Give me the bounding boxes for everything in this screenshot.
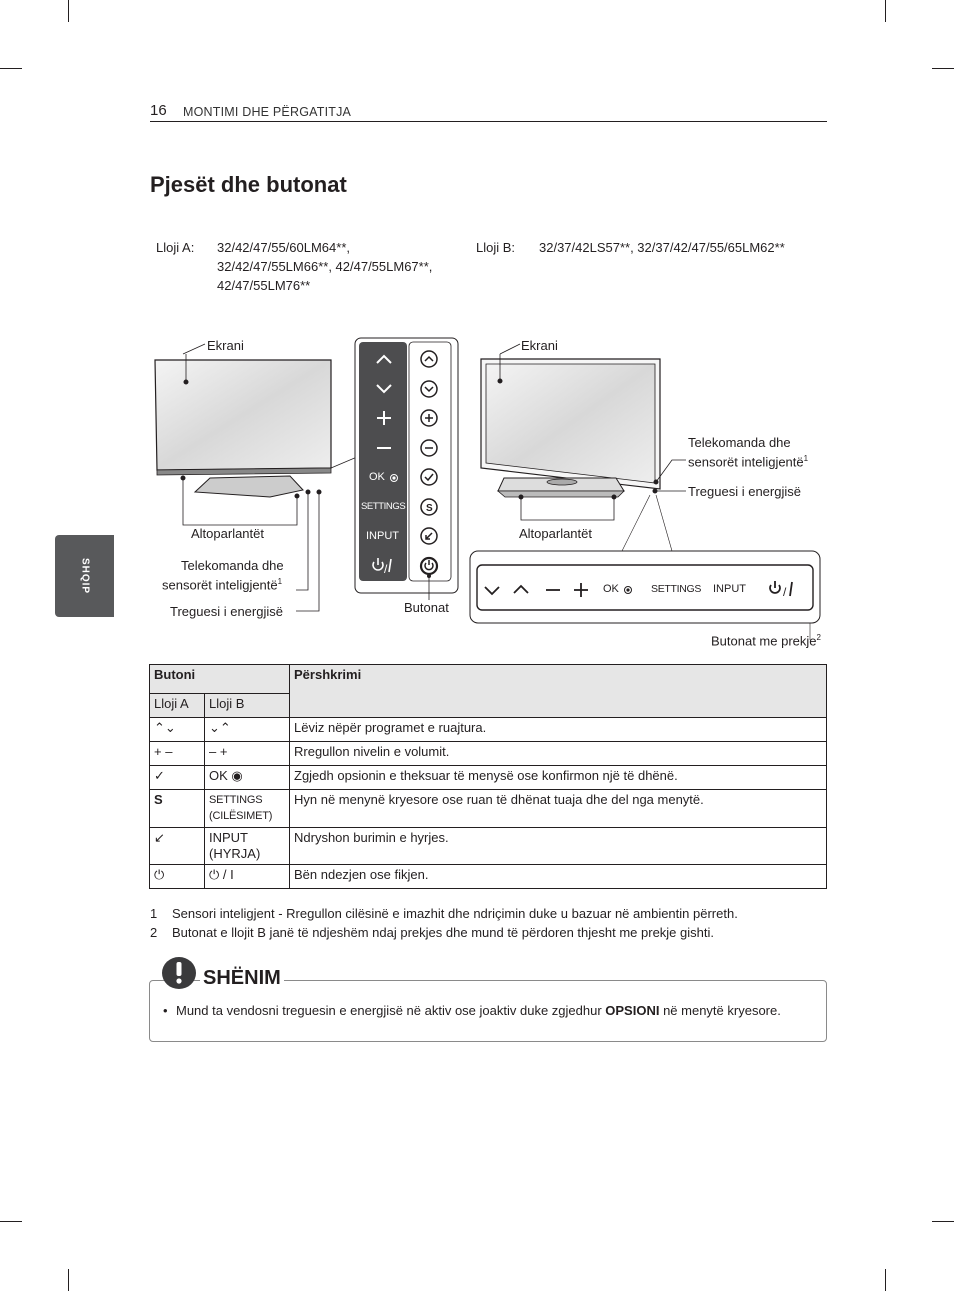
- cell-type-a: + –: [150, 742, 205, 766]
- cell-type-b-line: INPUT: [209, 830, 248, 845]
- label-screen-b: Ekrani: [521, 338, 558, 353]
- table-row: [150, 742, 827, 766]
- table-header-type-a: Lloji A: [150, 694, 205, 718]
- type-a-model-line: 32/42/47/55/60LM64**,: [217, 240, 350, 255]
- label-power-a: Treguesi i energjisë: [170, 604, 283, 619]
- footnote-ref: 2: [816, 633, 821, 642]
- strip-input-label: INPUT: [713, 583, 746, 595]
- label-remote-a-text: sensorët inteligjentë: [162, 577, 278, 593]
- table-row: [150, 766, 827, 790]
- cell-type-b: [205, 828, 290, 865]
- type-b-label: Lloji B:: [476, 240, 516, 255]
- buttons-table: [149, 664, 827, 889]
- footnote: [150, 904, 738, 923]
- label-touch-text: Butonat me prekje: [711, 633, 817, 649]
- cell-type-b-line: (CILËSIMET): [209, 810, 273, 822]
- table-row: [150, 828, 827, 865]
- table-row: [150, 790, 827, 828]
- note-title: SHËNIM: [200, 967, 284, 990]
- cell-type-b: OK ◉: [205, 766, 290, 790]
- label-remote-b-text: sensorët inteligjentë: [688, 454, 804, 470]
- page-number: 16: [150, 102, 167, 119]
- type-b-models: 32/37/42LS57**, 32/37/42/47/55/65LM62**: [539, 240, 785, 255]
- note-text-part: në menytë kryesore.: [659, 1003, 781, 1018]
- label-touch-buttons: [711, 633, 821, 648]
- label-remote-a-line2: [162, 577, 282, 592]
- bullet: •: [163, 1003, 168, 1018]
- cell-type-a: S: [150, 790, 205, 828]
- type-a-model-line: 32/42/47/55LM66**, 42/47/55LM67**,: [217, 259, 433, 274]
- page-title: Pjesët dhe butonat: [150, 172, 347, 197]
- footnote-number: 2: [150, 925, 158, 940]
- panel-settings-label: SETTINGS: [361, 501, 406, 512]
- warning-icon: [160, 955, 198, 991]
- cell-description: Hyn në menynë kryesore ose ruan të dhënat tuaja dhe del nga menytë.: [290, 790, 827, 828]
- note-body: [176, 1001, 781, 1020]
- cell-description: Bën ndezjen ose fikjen.: [290, 865, 827, 889]
- cell-type-a: ⏻: [150, 865, 205, 889]
- cell-type-b: ⏻ / I: [205, 865, 290, 889]
- cell-type-b-line: (HYRJA): [209, 846, 261, 861]
- svg-text:/: /: [384, 562, 388, 576]
- cell-description: Zgjedh opsionin e theksuar të menysë ose konfirmon një të dhënë.: [290, 766, 827, 790]
- footnote-text: Sensori inteligjent - Rregullon cilësinë e imazhit dhe ndriçimin duke u bazuar në ambientin përreth.: [172, 906, 738, 921]
- label-power-b: Treguesi i energjisë: [688, 484, 801, 499]
- cell-description: Ndryshon burimin e hyrjes.: [290, 828, 827, 865]
- touch-strip-b: [470, 551, 820, 623]
- footnote-number: 1: [150, 906, 158, 921]
- footnote-ref: 1: [277, 577, 283, 586]
- type-a-model-line: 42/47/55LM76**: [217, 278, 311, 293]
- note-emphasis: OPSIONI: [605, 1003, 660, 1018]
- table-header-description: Përshkrimi: [290, 665, 827, 718]
- cell-type-a: ⌃⌄: [150, 718, 205, 742]
- cell-type-b: ⌄⌃: [205, 718, 290, 742]
- table-row: [150, 718, 827, 742]
- cell-type-b: – +: [205, 742, 290, 766]
- panel-ok-label: OK: [369, 471, 385, 483]
- label-speakers-b: Altoparlantët: [519, 526, 592, 541]
- label-remote-b-line2: [688, 454, 808, 469]
- label-speakers-a: Altoparlantët: [191, 526, 264, 541]
- cell-description: Lëviz nëpër programet e ruajtura.: [290, 718, 827, 742]
- cell-type-a: ↙: [150, 828, 205, 865]
- footnotes: [150, 904, 738, 942]
- language-tab-label: SHQIP: [79, 557, 90, 595]
- crop-mark: [0, 1221, 22, 1222]
- note-text-part: Mund ta vendosni treguesin e energjisë në aktiv ose joaktiv duke zgjedhur: [176, 1003, 606, 1018]
- svg-text:/: /: [783, 585, 787, 599]
- crop-mark: [885, 1269, 886, 1291]
- crop-mark: [932, 1221, 954, 1222]
- cell-description: Rregullon nivelin e volumit.: [290, 742, 827, 766]
- label-remote-b-line1: Telekomanda dhe: [688, 435, 791, 450]
- label-screen-a: Ekrani: [207, 338, 244, 353]
- table-header-type-b: Lloji B: [205, 694, 290, 718]
- footnote-ref: 1: [803, 454, 809, 463]
- footnote-text: Butonat e llojit B janë të ndjeshëm ndaj prekjes dhe mund të përdoren thjesht me prekje gishti.: [172, 925, 714, 940]
- cell-type-a: ✓: [150, 766, 205, 790]
- section-title: MONTIMI DHE PËRGATITJA: [183, 105, 352, 119]
- tv-type-b: [481, 344, 686, 551]
- label-remote-a-line1: Telekomanda dhe: [181, 558, 284, 573]
- cell-type-b: [205, 790, 290, 828]
- strip-ok-label: OK: [603, 583, 619, 595]
- crop-mark: [68, 1269, 69, 1291]
- label-buttons: Butonat: [404, 600, 449, 615]
- type-a-label: Lloji A:: [156, 240, 195, 255]
- svg-text:S: S: [426, 503, 433, 514]
- table-header-button: Butoni: [150, 665, 290, 694]
- strip-settings-label: SETTINGS: [651, 583, 702, 595]
- panel-input-label: INPUT: [366, 530, 399, 542]
- footnote: [150, 923, 738, 942]
- note-text: [163, 1001, 803, 1020]
- button-panel-a: [355, 338, 458, 593]
- cell-type-b-line: SETTINGS: [209, 794, 263, 806]
- table-row: [150, 865, 827, 889]
